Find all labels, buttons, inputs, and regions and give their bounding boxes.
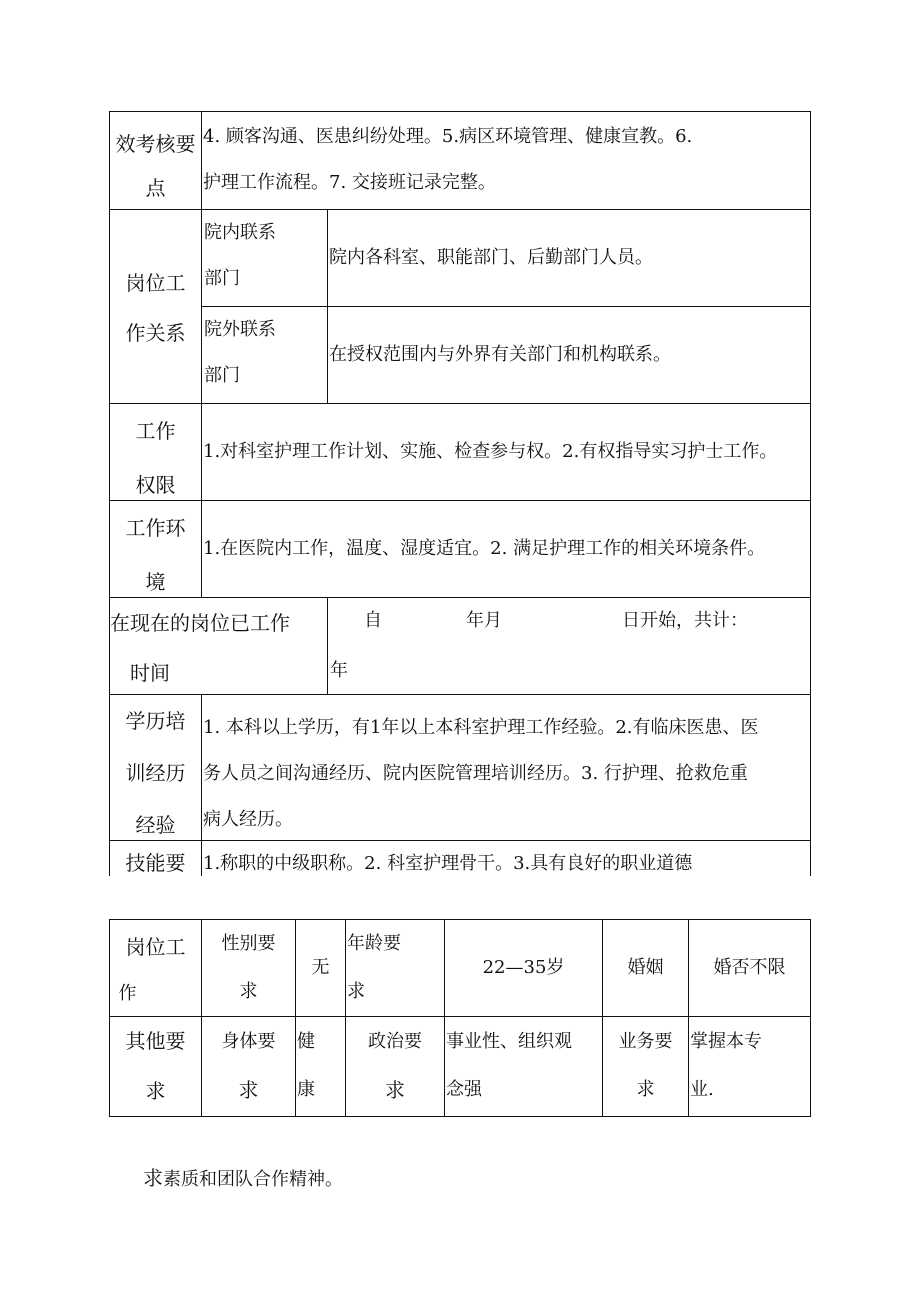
footer-text bbox=[143, 1160, 343, 1198]
tenure-day-start: 日开始，共计： bbox=[622, 610, 748, 631]
perf-text: 4. 顾客沟通、医患纠纷处理。5.病区环境管理、健康宣教。6. 护理工作流程。7. 交接班记录完整。 bbox=[203, 126, 693, 193]
marriage-value: 婚否不限 bbox=[713, 957, 786, 978]
internal-contact-label: 院内联系 部门 bbox=[204, 222, 276, 289]
health-label: 身体要 求 bbox=[221, 1031, 276, 1102]
political-label: 政治要 求 bbox=[368, 1031, 422, 1102]
education-value: 1. 本科以上学历，有1年以上本科室护理工作经验。2.有临床医患、医 务人员之间沟通经历、院内医院管理培训经历。3. 行护理、抢救危重 病人经历。 bbox=[203, 717, 759, 830]
external-contact-value: 在授权范围内与外界有关部门和机构联系。 bbox=[329, 344, 671, 365]
tenure-year: 年 bbox=[330, 660, 348, 681]
education-label: 学历培 训经历 经验 bbox=[125, 709, 186, 837]
internal-contact-value: 院内各科室、职能部门、后勤部门人员。 bbox=[329, 247, 653, 268]
tenure-year-month: 年月 bbox=[466, 610, 502, 631]
business-label: 业务要 求 bbox=[618, 1031, 673, 1100]
tenure-from: 自 bbox=[364, 610, 382, 631]
external-contact-label: 院外联系 部门 bbox=[204, 319, 276, 386]
marriage-label: 婚姻 bbox=[627, 957, 664, 978]
perf-label: 效考核要 点 bbox=[115, 132, 196, 200]
skills-label: 技能要 bbox=[125, 851, 186, 875]
authority-label: 工作 权限 bbox=[135, 419, 176, 497]
age-label: 年龄要 求 bbox=[347, 933, 401, 1002]
authority-value: 1.对科室护理工作计划、实施、检查参与权。2.有权指导实习护士工作。 bbox=[203, 441, 778, 462]
other-requirements-label: 岗位工 作 其他要 求 bbox=[118, 935, 186, 1103]
gender-value: 无 bbox=[311, 957, 330, 978]
skills-value: 1.称职的中级职称。2. 科室护理骨干。3.具有良好的职业道德 bbox=[203, 853, 693, 874]
footer-body: 素质和团队合作精神。 bbox=[163, 1169, 343, 1190]
environment-value: 1.在医院内工作，温度、湿度适宜。2. 满足护理工作的相关环境条件。 bbox=[203, 538, 766, 559]
relations-label: 岗位工 作关系 bbox=[125, 271, 186, 345]
political-value: 事业性、组织观 念强 bbox=[446, 1031, 572, 1100]
health-value: 健 康 bbox=[297, 1031, 315, 1100]
gender-label: 性别要 求 bbox=[221, 933, 276, 1002]
business-value: 掌握本专 业. bbox=[690, 1031, 762, 1100]
footer-prefix: 求 bbox=[143, 1166, 163, 1190]
age-value: 22—35岁 bbox=[482, 957, 565, 978]
tenure-label: 在现在的岗位已工作 时间 bbox=[110, 611, 290, 685]
environment-label: 工作环 境 bbox=[125, 516, 186, 594]
